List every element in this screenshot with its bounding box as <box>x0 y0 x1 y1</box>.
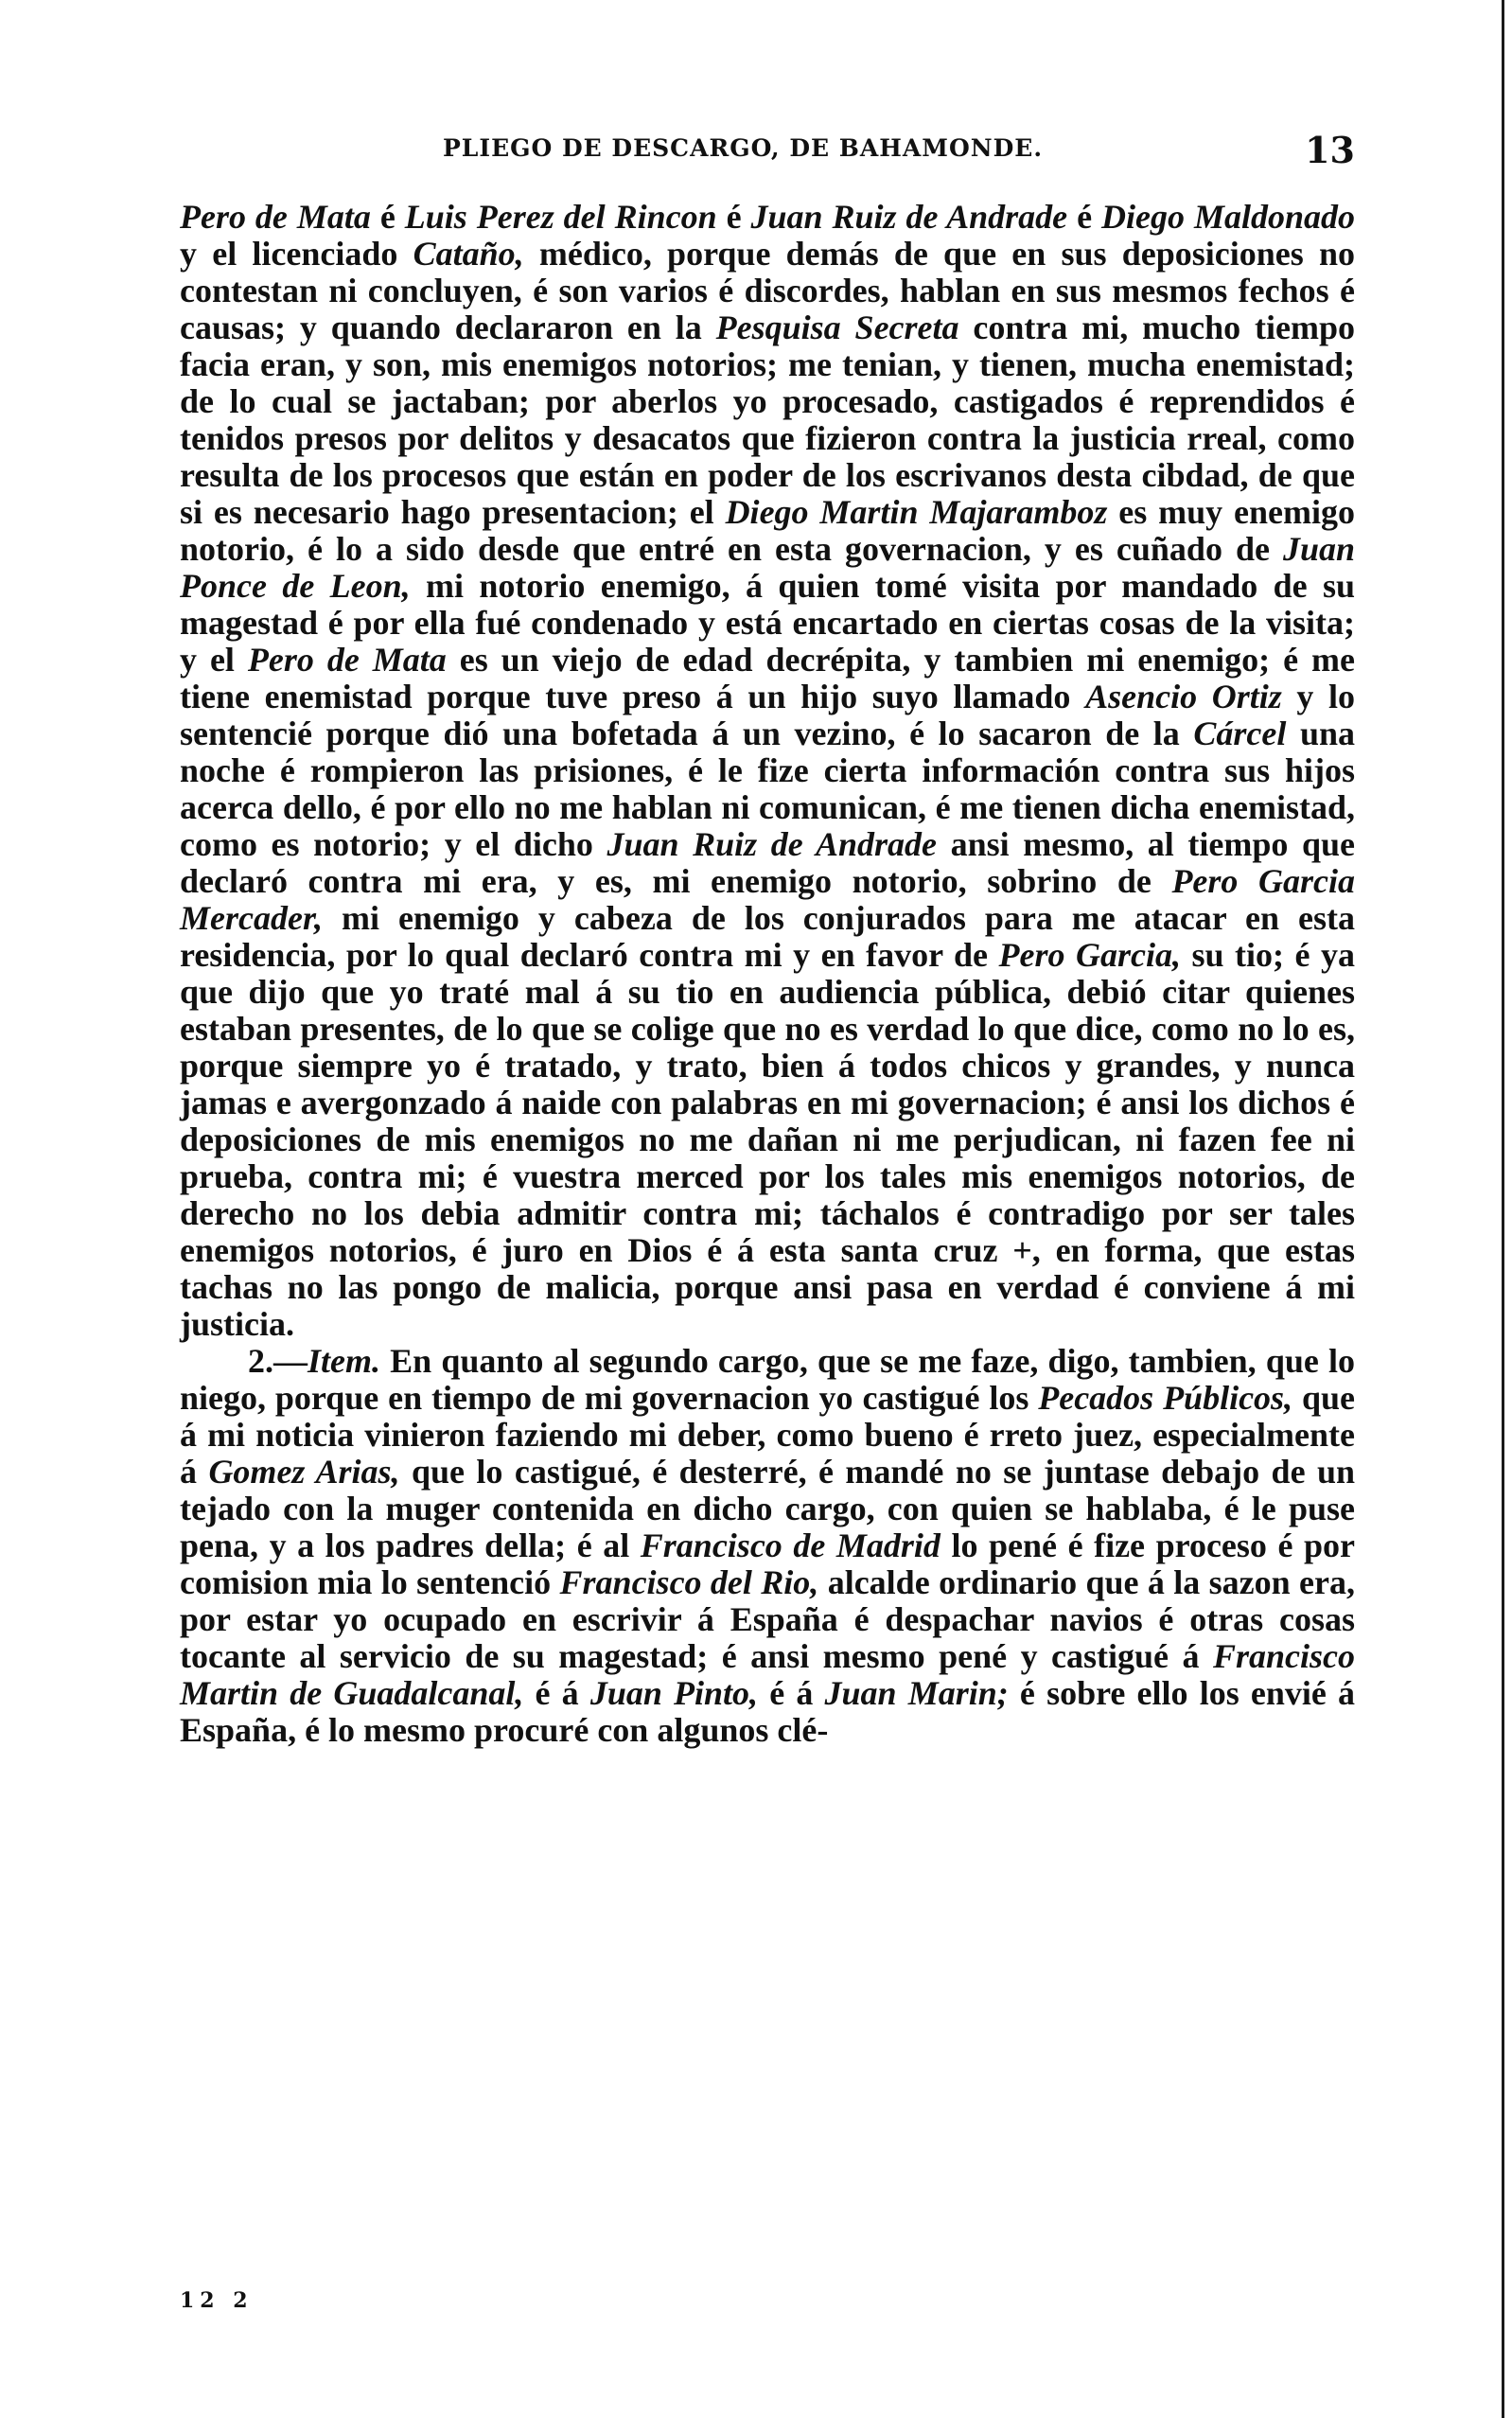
page-edge-line <box>1502 0 1504 2418</box>
text-run: En quanto al segundo cargo, que se me faze, digo, tambien, que lo niego, porque en tiempo de mi governacion yo castigué los <box>180 1342 1355 1417</box>
text-run: contra mi, mucho tiempo facia eran, y son, mis enemigos notorios; me tenian, y tienen, mucha enemistad; de lo cual se jactaban; por aberlos yo procesado, castigados é reprendidos é tenidos presos por delitos y desacatos que fizieron contra la justicia rreal, como resulta de los procesos que están en poder de los escrivanos desta cibdad, de que si es necesario hago presentacion; el <box>180 309 1355 531</box>
text-run: es un viejo de edad decrépita, y tambien mi enemigo; é me tiene enemistad porque tuve preso á un hijo suyo llamado <box>180 641 1356 715</box>
text-run: mi notorio enemigo, á quien tomé visita por mandado de su magestad é por ella fué condenado y está encartado en ciertas cosas de la visita; y el <box>180 567 1355 679</box>
paragraph-2 <box>180 1343 1355 1749</box>
text-run: é <box>370 198 405 236</box>
text-run: é á <box>758 1674 825 1712</box>
name-diego-maldonado: Diego Maldonado <box>1101 198 1355 236</box>
text-run: una noche é rompieron las prisiones, é le fize cierta información contra sus hijos acerca dello, é por ello no me hablan ni comunican, é me tienen dicha enemistad, como es notorio; y el dicho <box>180 715 1355 863</box>
name-francisco-de-madrid: Francisco de Madrid <box>640 1527 941 1564</box>
name-pero-garcia-mercader: Pero Garcia Mercader, <box>180 862 1356 937</box>
text-run: é <box>716 198 751 236</box>
text-run: su tio; é ya que dijo que yo traté mal á su tio en audiencia pública, debió citar quienes estaban presentes, de lo que se colige que no es verdad lo que dice, como no lo es, porque siempre yo é tratado, y trato, bien á todos chicos y grandes, y nunca jamas e avergonzado á naide con palabras en mi governacion; é ansi los dichos é deposiciones de mis enemigos no me dañan ni me perjudican, ni fazen fee ni prueba, contra mi; é vuestra merced por los tales mis enemigos notorios, de derecho no los debia admitir contra mi; táchalos é contradigo por ser tales enemigos notorios, é juro en Dios é á esta santa cruz +, en forma, que estas tachas no las pongo de malicia, porque ansi pasa en verdad é conviene á mi justicia. <box>180 936 1356 1343</box>
item-number: 2.— <box>248 1342 308 1380</box>
text-run: é <box>1067 198 1102 236</box>
name-juan-ruiz: Juan Ruiz de Andrade <box>750 198 1068 236</box>
text-run: es muy enemigo notorio, é lo a sido desde que entré en esta governacion, y es cuñado de <box>180 493 1356 568</box>
paragraph-1 <box>180 199 1355 1343</box>
text-run: que á mi noticia vinieron faziendo mi deber, como bueno é rreto juez, especialmente á <box>180 1379 1355 1491</box>
name-gomez-arias: Gomez Arias, <box>208 1453 400 1491</box>
text-run: y el licenciado <box>180 235 413 273</box>
text-run: alcalde ordinario que á la sazon era, por estar yo ocupado en escrivir á España é despachar navios é otras cosas tocante al servicio de su magestad; é ansi mesmo pené y castigué á <box>180 1563 1355 1675</box>
body-text <box>180 199 1355 2243</box>
running-head: PLIEGO DE DESCARGO, DE BAHAMONDE. <box>443 134 1044 162</box>
text-run: mi enemigo y cabeza de los conjurados para me atacar en esta residencia, por lo qual declaró contra mi y en favor de <box>180 899 1355 974</box>
page-header <box>180 123 1355 180</box>
name-francisco-del-rio: Francisco del Rio, <box>559 1563 819 1601</box>
text-run: é sobre ello los envié á España, é lo mesmo procuré con algunos clé- <box>180 1674 1356 1749</box>
text-run: que lo castigué, é desterré, é mandé no se juntase debajo de un tejado con la muger contenida en dicho cargo, con quien se hablaba, é le puse pena, y a los padres della; é al <box>180 1453 1356 1564</box>
text-run: y lo sentencié porque dió una bofetada á un vezino, é lo sacaron de la <box>180 678 1355 752</box>
name-catano: Cataño, <box>413 235 524 273</box>
term-carcel: Cárcel <box>1193 715 1287 752</box>
name-juan-marin: Juan Marin; <box>824 1674 1009 1712</box>
name-pero-de-mata-2: Pero de Mata <box>247 641 447 679</box>
name-francisco-martin: Francisco Martin de Guadalcanal, <box>180 1637 1355 1712</box>
name-juan-ruiz-2: Juan Ruiz de Andrade <box>607 825 938 863</box>
item-label: Item. <box>308 1342 380 1380</box>
name-luis-perez: Luis Perez del Rincon <box>404 198 717 236</box>
name-diego-martin: Diego Martin Majaramboz <box>725 493 1108 531</box>
term-pesquisa-secreta: Pesquisa Secreta <box>715 309 959 346</box>
printer-signature-mark: 12 2 <box>180 2288 254 2313</box>
text-run: ansi mesmo, al tiempo que declaró contra mi era, y es, mi enemigo notorio, sobrino de <box>180 825 1355 900</box>
page-number: 13 <box>1305 129 1355 171</box>
text-run: lo pené é fize proceso é por comision mia lo sentenció <box>180 1527 1355 1601</box>
name-pero-garcia: Pero Garcia, <box>998 936 1181 974</box>
text-run: médico, porque demás de que en sus deposiciones no contestan ni concluyen, é son varios é discordes, hablan en sus mesmos fechos é causas; y quando declararon en la <box>180 235 1355 346</box>
text-run: é á <box>523 1674 590 1712</box>
name-pero-de-mata: Pero de Mata <box>180 198 371 236</box>
term-pecados-publicos: Pecados Públicos, <box>1038 1379 1293 1417</box>
name-juan-ponce: Juan Ponce de Leon, <box>180 530 1355 605</box>
name-juan-pinto: Juan Pinto, <box>589 1674 759 1712</box>
name-asencio-ortiz: Asencio Ortiz <box>1085 678 1282 715</box>
